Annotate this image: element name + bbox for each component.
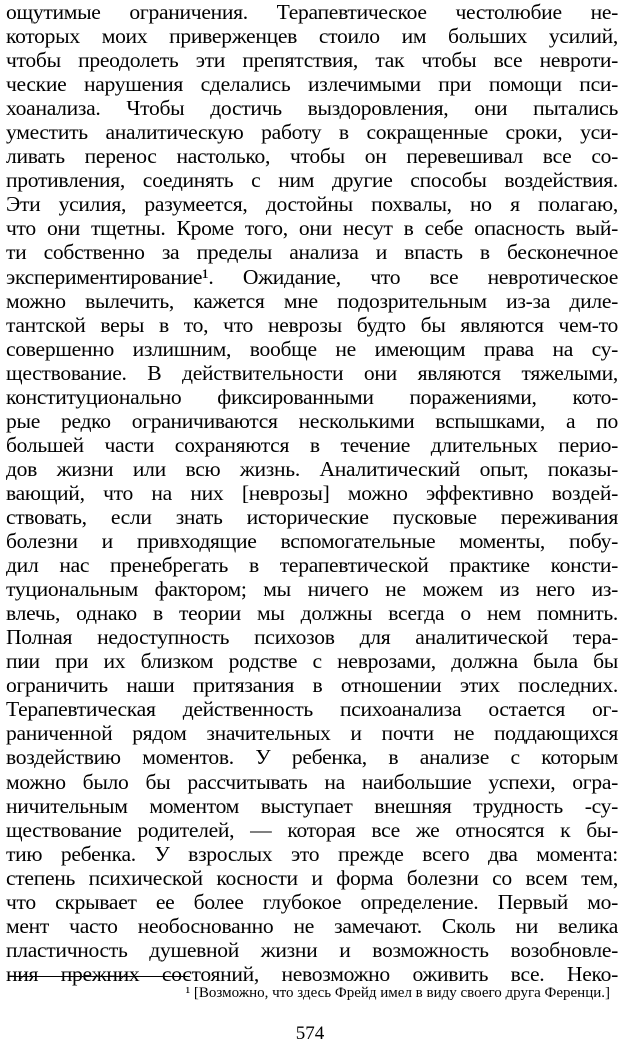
text-line: что они тщетны. Кроме того, они несут в себе опасность вый- (6, 216, 618, 241)
text-line: степень психической косности и форма болезни со всем тем, (6, 865, 618, 890)
text-line: пластичность душевной жизни и возможность возобновле- (6, 937, 618, 962)
footnote-divider (8, 976, 190, 977)
text-line: ствовать, если знать исторические пусковые переживания (6, 504, 618, 529)
footnote: ¹ [Возможно, что здесь Фрейд имел в виду своего друга Ференци.] (185, 985, 610, 1001)
text-line: конституционально фиксированными поражениями, кото- (6, 384, 618, 409)
text-line: дов жизни или всю жизнь. Аналитический опыт, показы- (6, 456, 618, 481)
text-line: воздействию моментов. У ребенка, в анализе с которым (6, 745, 618, 770)
text-line: ществование родителей, — которая все же относятся к бы- (6, 817, 618, 842)
text-line: туциональным фактором; мы ничего не можем из него из- (6, 577, 618, 602)
text-line: совершенно излишним, вообще не имеющим права на су- (6, 336, 618, 361)
text-line: ограничить наши притязания в отношении этих последних. (6, 673, 618, 698)
text-line: ничительным моментом выступает внешняя трудность -су- (6, 793, 618, 818)
text-line: экспериментирование¹. Ожидание, что все невротическое (6, 264, 618, 289)
text-line: что скрывает ее более глубокое определение. Первый мо- (6, 889, 618, 914)
text-line: ческие нарушения сделались излечимыми при помощи пси- (6, 72, 618, 97)
body-text (6, 0, 618, 986)
text-line: влечь, однако в теории мы должны всегда о нем помнить. (6, 601, 618, 626)
page-number: 574 (295, 1023, 325, 1044)
text-line: вающий, что на них [неврозы] можно эффективно воздей- (6, 480, 618, 505)
text-line: уместить аналитическую работу в сокращенные сроки, уси- (6, 120, 618, 145)
text-line: Полная недоступность психозов для аналитической тера- (6, 625, 618, 650)
text-line: Терапевтическая действенность психоанализа остается ог- (6, 697, 618, 722)
text-line: можно было бы рассчитывать на наибольшие успехи, огра- (6, 769, 618, 794)
text-line: можно вылечить, кажется мне подозрительным из-за диле- (6, 288, 618, 313)
text-line: рые редко ограничиваются несколькими вспышками, а по (6, 408, 618, 433)
text-line: тантской веры в то, что неврозы будто бы являются чем-то (6, 312, 618, 337)
text-line: которых моих приверженцев стоило им больших усилий, (6, 24, 618, 49)
text-line: Эти усилия, разумеется, достойны похвалы, но я полагаю, (6, 192, 618, 217)
text-line: хоанализа. Чтобы достичь выздоровления, они пытались (6, 96, 618, 121)
text-line: ощутимые ограничения. Терапевтическое честолюбие не- (6, 0, 618, 24)
text-line: раниченной рядом значительных и почти не поддающихся (6, 721, 618, 746)
text-line: болезни и привходящие вспомогательные моменты, побу- (6, 529, 618, 554)
text-line: ти собственно за пределы анализа и впасть в бесконечное (6, 240, 618, 265)
text-line: дил нас пренебрегать в терапевтической практике консти- (6, 553, 618, 578)
text-line: тию ребенка. У взрослых это прежде всего два момента: (6, 841, 618, 866)
text-line: ния прежних состояний, невозможно оживить все. Неко- (6, 961, 618, 986)
text-line: большей части сохраняются в течение длительных перио- (6, 432, 618, 457)
text-line: противления, соединять с ним другие способы воздействия. (6, 168, 618, 193)
text-line: ливать перенос настолько, чтобы он перевешивал все со- (6, 144, 618, 169)
text-line: пии при их близком родстве с неврозами, должна была бы (6, 649, 618, 674)
text-line: чтобы преодолеть эти препятствия, так чтобы все невроти- (6, 48, 618, 73)
text-line: мент часто необоснованно не замечают. Сколь ни велика (6, 913, 618, 938)
text-line: ществование. В действительности они являются тяжелыми, (6, 360, 618, 385)
